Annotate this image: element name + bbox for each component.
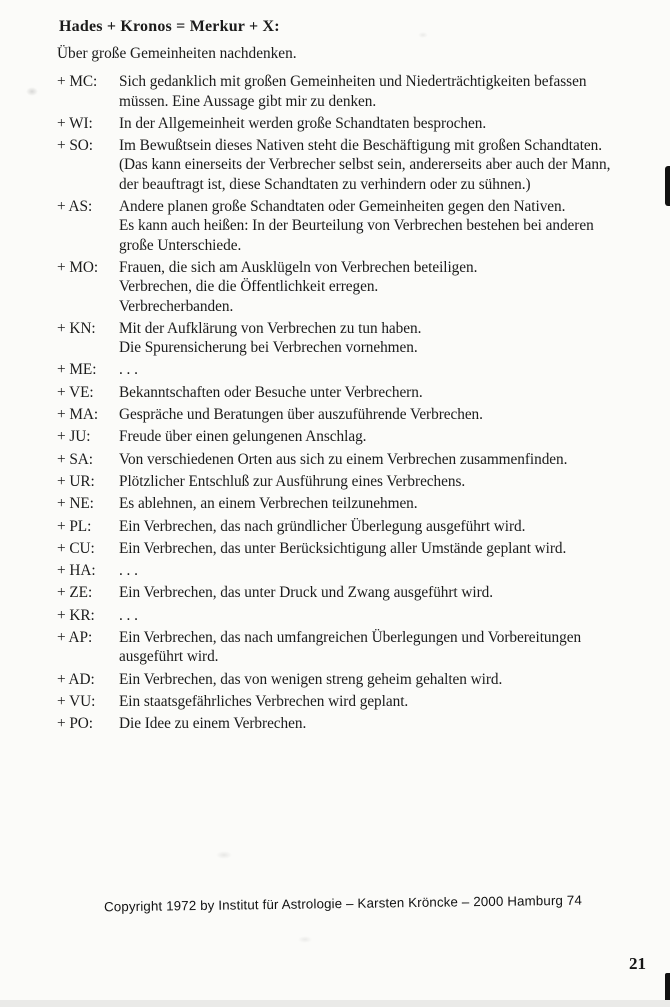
entry-line: Gespräche und Beratungen über auszuführende Verbrechen. <box>119 406 483 424</box>
entry-row <box>57 628 650 667</box>
entry-line: Es ablehnen, an einem Verbrechen teilzunehmen. <box>119 495 418 513</box>
entry-line: Verbrecherbanden. <box>119 297 234 315</box>
entry-label: + NE: <box>57 495 94 513</box>
entry-row <box>57 450 650 469</box>
entry-row <box>57 583 650 602</box>
scan-smudge <box>216 851 232 859</box>
entry-text <box>119 539 650 558</box>
entry-line: Ein Verbrechen, das von wenigen streng geheim gehalten wird. <box>119 670 503 688</box>
entry-row <box>57 539 650 558</box>
entry-text <box>119 383 650 402</box>
entry-row <box>57 114 650 133</box>
entry-line: . . . <box>119 606 138 624</box>
entry-line: Ein Verbrechen, das nach gründlicher Überlegung ausgeführt wird. <box>119 517 526 535</box>
entry-row <box>57 427 650 446</box>
entry-text <box>119 450 650 469</box>
entry-line: Ein Verbrechen, das nach umfangreichen Überlegungen und Vorbereitungen <box>119 629 582 647</box>
entry-text <box>119 494 650 513</box>
entry-label: + KN: <box>57 319 96 337</box>
scan-smudge <box>298 936 312 943</box>
entry-text <box>119 319 650 358</box>
intro-text: Über große Gemeinheiten nachdenken. <box>57 45 297 62</box>
entry-line: Sich gedanklich mit großen Gemeinheiten und Niederträchtigkeiten befassen <box>119 73 587 91</box>
entry-line: In der Allgemeinheit werden große Schandtaten besprochen. <box>119 114 487 132</box>
entry-text <box>119 136 650 194</box>
entry-row <box>57 606 650 625</box>
entry-label: + UR: <box>57 472 95 490</box>
scan-smudge <box>26 87 38 96</box>
entry-line: Ein Verbrechen, das unter Druck und Zwang ausgeführt wird. <box>119 584 494 602</box>
entry-row <box>57 670 650 689</box>
entry-line: Andere planen große Schandtaten oder Gemeinheiten gegen den Nativen. <box>119 198 566 216</box>
entry-label: + SA: <box>57 450 94 468</box>
entry-label: + ZE: <box>57 584 93 602</box>
entry-row <box>57 319 650 358</box>
entry-line: Die Idee zu einem Verbrechen. <box>119 715 307 733</box>
entry-row <box>57 360 650 379</box>
entry-line: . . . <box>119 562 138 580</box>
entry-row <box>57 136 650 194</box>
entry-text <box>119 472 650 491</box>
entry-text <box>119 670 650 689</box>
entry-line: Im Bewußtsein dieses Nativen steht die Beschäftigung mit großen Schandtaten. <box>119 137 603 155</box>
entry-label: + JU: <box>57 428 91 446</box>
entry-row <box>57 561 650 580</box>
entry-label: + AP: <box>57 629 93 647</box>
scan-bottom-strip <box>0 1000 670 1007</box>
entry-line: . . . <box>119 361 138 379</box>
entry-label: + ME: <box>57 361 97 379</box>
entry-line: Ein Verbrechen, das unter Berücksichtigung aller Umstände geplant wird. <box>119 539 567 557</box>
entry-row <box>57 692 650 711</box>
entry-text <box>119 714 650 733</box>
page-number: 21 <box>629 954 646 973</box>
entry-line: müssen. Eine Aussage gibt mir zu denken. <box>119 92 377 110</box>
entry-line: Plötzlicher Entschluß zur Ausführung eines Verbrechens. <box>119 472 466 490</box>
entry-line: ausgeführt wird. <box>119 648 219 666</box>
entry-label: + CU: <box>57 539 95 557</box>
entry-text <box>119 692 650 711</box>
entry-row <box>57 72 650 111</box>
entry-label: + HA: <box>57 562 96 580</box>
page-title: Hades + Kronos = Merkur + X: <box>59 18 280 35</box>
entry-row <box>57 383 650 402</box>
entry-row <box>57 714 650 733</box>
entry-label: + MO: <box>57 258 99 276</box>
entry-line: Von verschiedenen Orten aus sich zu einem Verbrechen zusammenfinden. <box>119 450 568 468</box>
entries-list <box>57 72 650 733</box>
entry-line: Es kann auch heißen: In der Beurteilung von Verbrechen bestehen bei anderen <box>119 217 594 235</box>
entry-line: Freude über einen gelungenen Anschlag. <box>119 428 367 446</box>
entry-label: + AD: <box>57 670 95 688</box>
entry-line: Verbrechen, die die Öffentlichkeit erregen. <box>119 278 379 296</box>
entry-line: Ein staatsgefährliches Verbrechen wird geplant. <box>119 692 409 710</box>
entry-row <box>57 405 650 424</box>
entry-row <box>57 517 650 536</box>
entry-label: + PO: <box>57 715 94 733</box>
entry-line: Bekanntschaften oder Besuche unter Verbrechern. <box>119 383 423 401</box>
entry-text <box>119 72 650 111</box>
entry-text <box>119 628 650 667</box>
entry-text <box>119 583 650 602</box>
copyright-line: Copyright 1972 by Institut für Astrologie – Karsten Kröncke – 2000 Hamburg 74 <box>103 892 583 915</box>
entry-text <box>119 427 650 446</box>
entry-row <box>57 494 650 513</box>
entry-label: + KR: <box>57 606 95 624</box>
entry-text <box>119 561 650 580</box>
entry-line: Die Spurensicherung bei Verbrechen vornehmen. <box>119 339 418 357</box>
entry-label: + MC: <box>57 73 98 91</box>
entry-label: + VE: <box>57 383 94 401</box>
entry-text <box>119 360 650 379</box>
entry-label: + AS: <box>57 198 93 216</box>
entry-line: Frauen, die sich am Ausklügeln von Verbrechen beteiligen. <box>119 258 478 276</box>
entry-row <box>57 472 650 491</box>
entry-line: große Unterschiede. <box>119 236 242 254</box>
entry-row <box>57 197 650 255</box>
entry-text <box>119 197 650 255</box>
entry-line: Mit der Aufklärung von Verbrechen zu tun haben. <box>119 319 422 337</box>
entry-text <box>119 114 650 133</box>
entry-label: + PL: <box>57 517 92 535</box>
entry-label: + MA: <box>57 406 99 424</box>
entry-label: + SO: <box>57 137 94 155</box>
entry-line: (Das kann einerseits der Verbrecher selbst sein, andererseits aber auch der Mann, <box>119 156 611 174</box>
entry-label: + VU: <box>57 692 96 710</box>
entry-row <box>57 258 650 316</box>
entry-text <box>119 258 650 316</box>
entry-label: + WI: <box>57 114 93 132</box>
entry-text <box>119 606 650 625</box>
scan-edge-mark-top <box>665 166 670 206</box>
entry-text <box>119 517 650 536</box>
entry-text <box>119 405 650 424</box>
entry-line: der beauftragt ist, diese Schandtaten zu verhindern oder zu sühnen.) <box>119 175 531 193</box>
